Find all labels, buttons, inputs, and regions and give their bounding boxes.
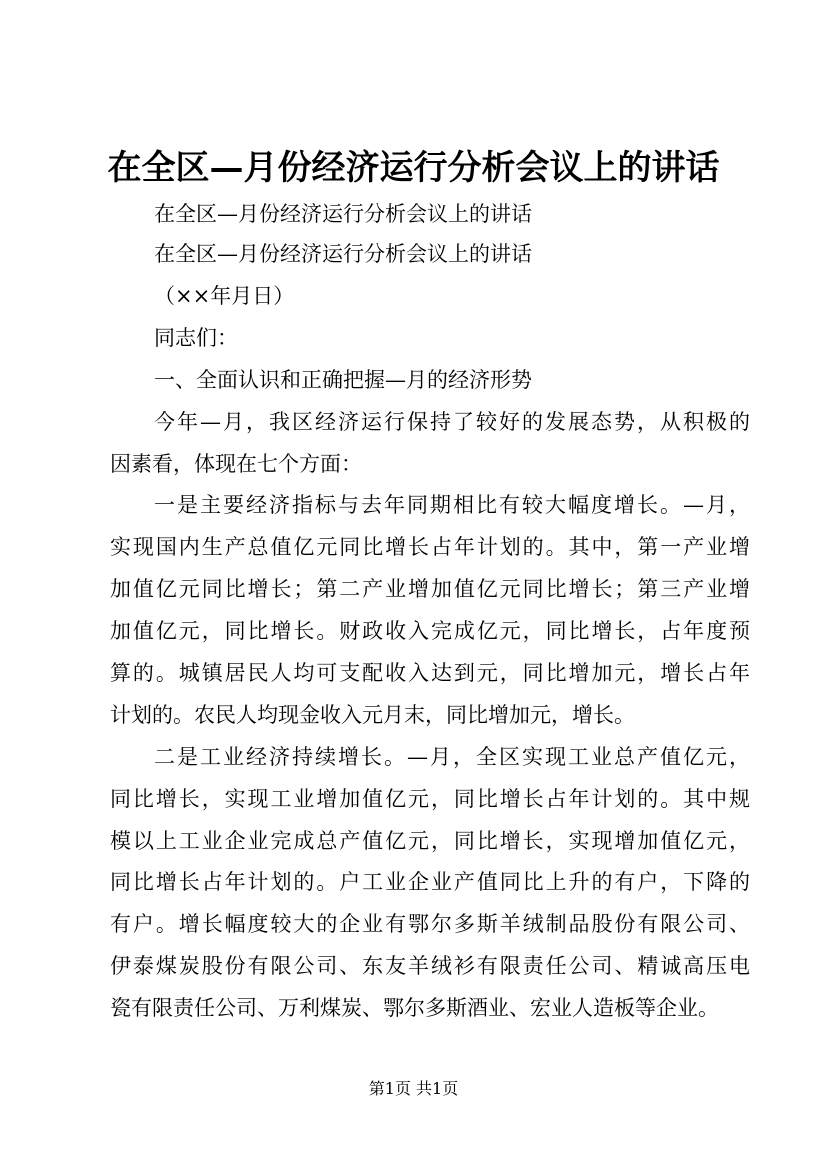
text-line: （××年月日） [154, 284, 295, 308]
text-line: 瓷有限责任公司、万利煤炭、鄂尔多斯酒业、宏业人造板等企业。 [110, 996, 719, 1020]
text-line: 实现国内生产总值亿元同比增长占年计划的。其中，第一产业增 [110, 535, 750, 559]
text-line: 同比增长占年计划的。户工业企业产值同比上升的有户，下降的 [110, 870, 750, 894]
text-line: 因素看，体现在七个方面： [110, 452, 362, 476]
text-line: 加值亿元，同比增长。财政收入完成亿元，同比增长，占年度预 [110, 619, 750, 643]
text-line: 一、全面认识和正确把握—月的经济形势 [154, 368, 532, 392]
page-footer: 第1页 共1页 [368, 1079, 459, 1098]
text-line: 今年—月，我区经济运行保持了较好的发展态势，从积极的 [154, 410, 750, 434]
document-title: 在全区—月份经济运行分析会议上的讲话 [107, 148, 720, 188]
text-line: 同比增长，实现工业增加值亿元，同比增长占年计划的。其中规 [110, 787, 750, 811]
text-line: 模以上工业企业完成总产值亿元，同比增长，实现增加值亿元， [110, 829, 750, 853]
text-line: 加值亿元同比增长；第二产业增加值亿元同比增长；第三产业增 [110, 577, 750, 601]
text-line: 算的。城镇居民人均可支配收入达到元，同比增加元，增长占年 [110, 661, 750, 685]
text-line: 一是主要经济指标与去年同期相比有较大幅度增长。—月， [154, 493, 750, 517]
text-line: 在全区—月份经济运行分析会议上的讲话 [154, 202, 532, 226]
text-line: 伊泰煤炭股份有限公司、东友羊绒衫有限责任公司、精诚高压电 [110, 954, 750, 978]
text-line: 二是工业经济持续增长。—月，全区实现工业总产值亿元， [154, 745, 750, 769]
text-line: 同志们： [154, 326, 238, 350]
text-line: 在全区—月份经济运行分析会议上的讲话 [154, 242, 532, 266]
text-line: 计划的。农民人均现金收入元月末，同比增加元，增长。 [110, 703, 635, 727]
text-line: 有户。增长幅度较大的企业有鄂尔多斯羊绒制品股份有限公司、 [110, 912, 750, 936]
